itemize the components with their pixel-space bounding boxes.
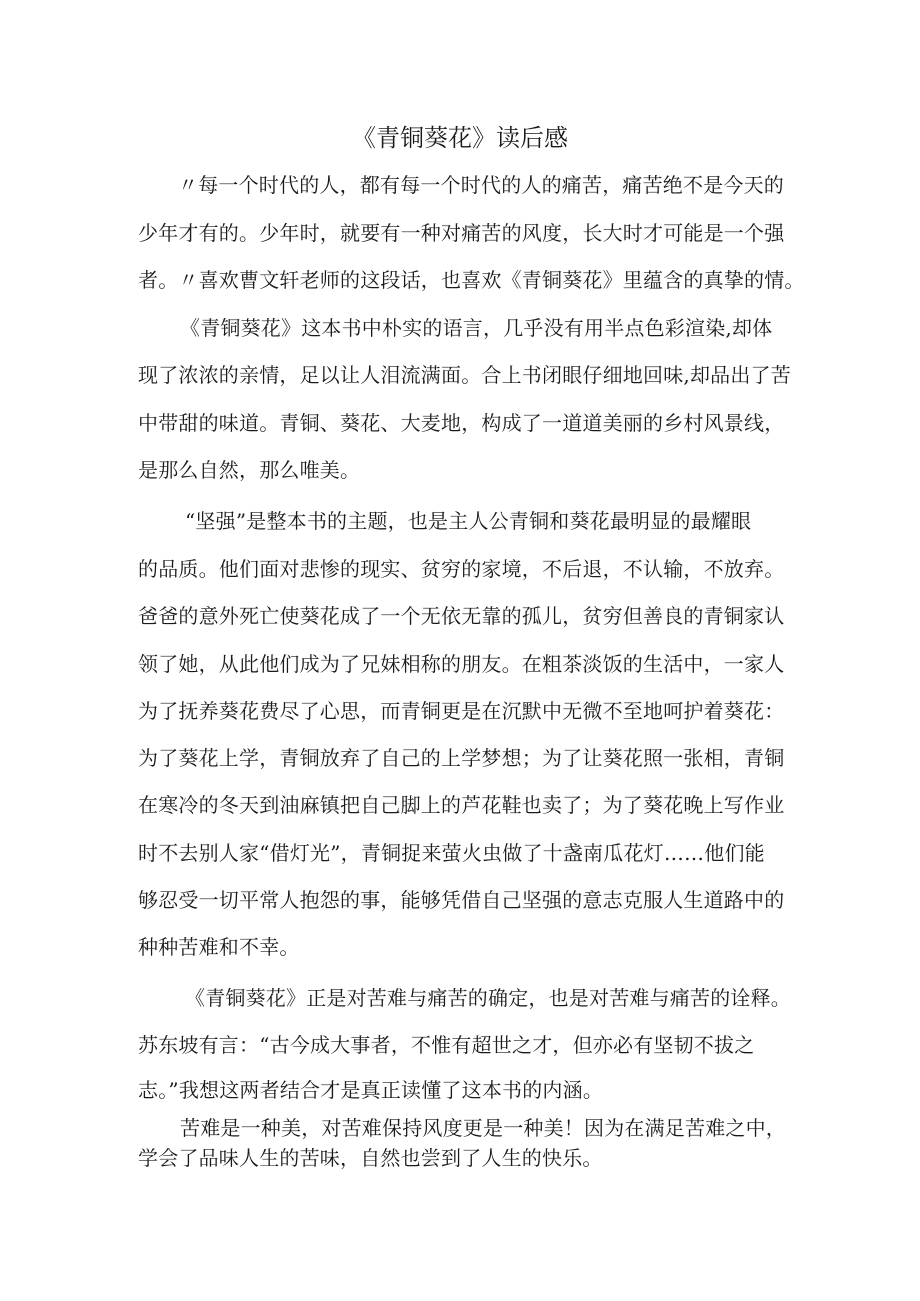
paragraph-line: 种种苦难和不幸。 [138,935,300,959]
paragraph-line: 苏东坡有言：“古今成大事者，不惟有超世之才，但亦必有坚韧不拔之 [138,1033,755,1057]
paragraph-line: 现了浓浓的亲情，足以让人泪流满面。合上书闭眼仔细地回味,却品出了苦 [138,363,791,387]
paragraph-line: 中带甜的味道。青铜、葵花、大麦地，构成了一道道美丽的乡村风景线， [138,411,785,435]
paragraph-line: 在寒冷的冬天到油麻镇把自己脚上的芦花鞋也卖了；为了葵花晚上写作业 [138,793,785,817]
paragraph-line: 学会了品味人生的苦味，自然也尝到了人生的快乐。 [138,1146,603,1170]
paragraph-line: 够忍受一切平常人抱怨的事，能够凭借自己坚强的意志克服人生道路中的 [138,888,785,912]
paragraph-line: 志。”我想这两者结合才是真正读懂了这本书的内涵。 [138,1078,604,1102]
paragraph-line: 时不去别人家“借灯光”，青铜捉来萤火虫做了十盏南瓜花灯……他们能 [138,841,765,865]
paragraph-line: 是那么自然，那么唯美。 [138,458,361,482]
paragraph-line: 少年才有的。少年时，就要有一种对痛苦的风度，长大时才可能是一个强 [138,221,785,245]
paragraph-line: 爸爸的意外死亡使葵花成了一个无依无靠的孤儿，贫穷但善良的青铜家认 [138,604,785,628]
paragraph-line: 苦难是一种美，对苦难保持风度更是一种美！因为在满足苦难之中， [180,1116,786,1140]
paragraph-line: 《青铜葵花》这本书中朴实的语言，几乎没有用半点色彩渲染,却体 [180,316,773,340]
paragraph-line: 为了葵花上学，青铜放弃了自己的上学梦想；为了让葵花照一张相，青铜 [138,746,785,770]
document-title: 《青铜葵花》读后感 [352,124,568,152]
paragraph-line: 为了抚养葵花费尽了心思，而青铜更是在沉默中无微不至地呵护着葵花： [138,699,785,723]
paragraph-line: “坚强”是整本书的主题，也是主人公青铜和葵花最明显的最耀眼 [185,509,752,533]
paragraph-line: 领了她，从此他们成为了兄妹相称的朋友。在粗茶淡饭的生活中，一家人 [138,652,785,676]
paragraph-line: 者。〃喜欢曹文轩老师的这段话，也喜欢《青铜葵花》里蕴含的真挚的情。 [138,268,805,292]
paragraph-line: 的品质。他们面对悲惨的现实、贫穷的家境，不后退，不认输，不放弃。 [138,557,785,581]
paragraph-line: 《青铜葵花》正是对苦难与痛苦的确定，也是对苦难与痛苦的诠释。 [185,986,791,1010]
paragraph-line: 〃每一个时代的人，都有每一个时代的人的痛苦，痛苦绝不是今天的 [178,173,784,197]
